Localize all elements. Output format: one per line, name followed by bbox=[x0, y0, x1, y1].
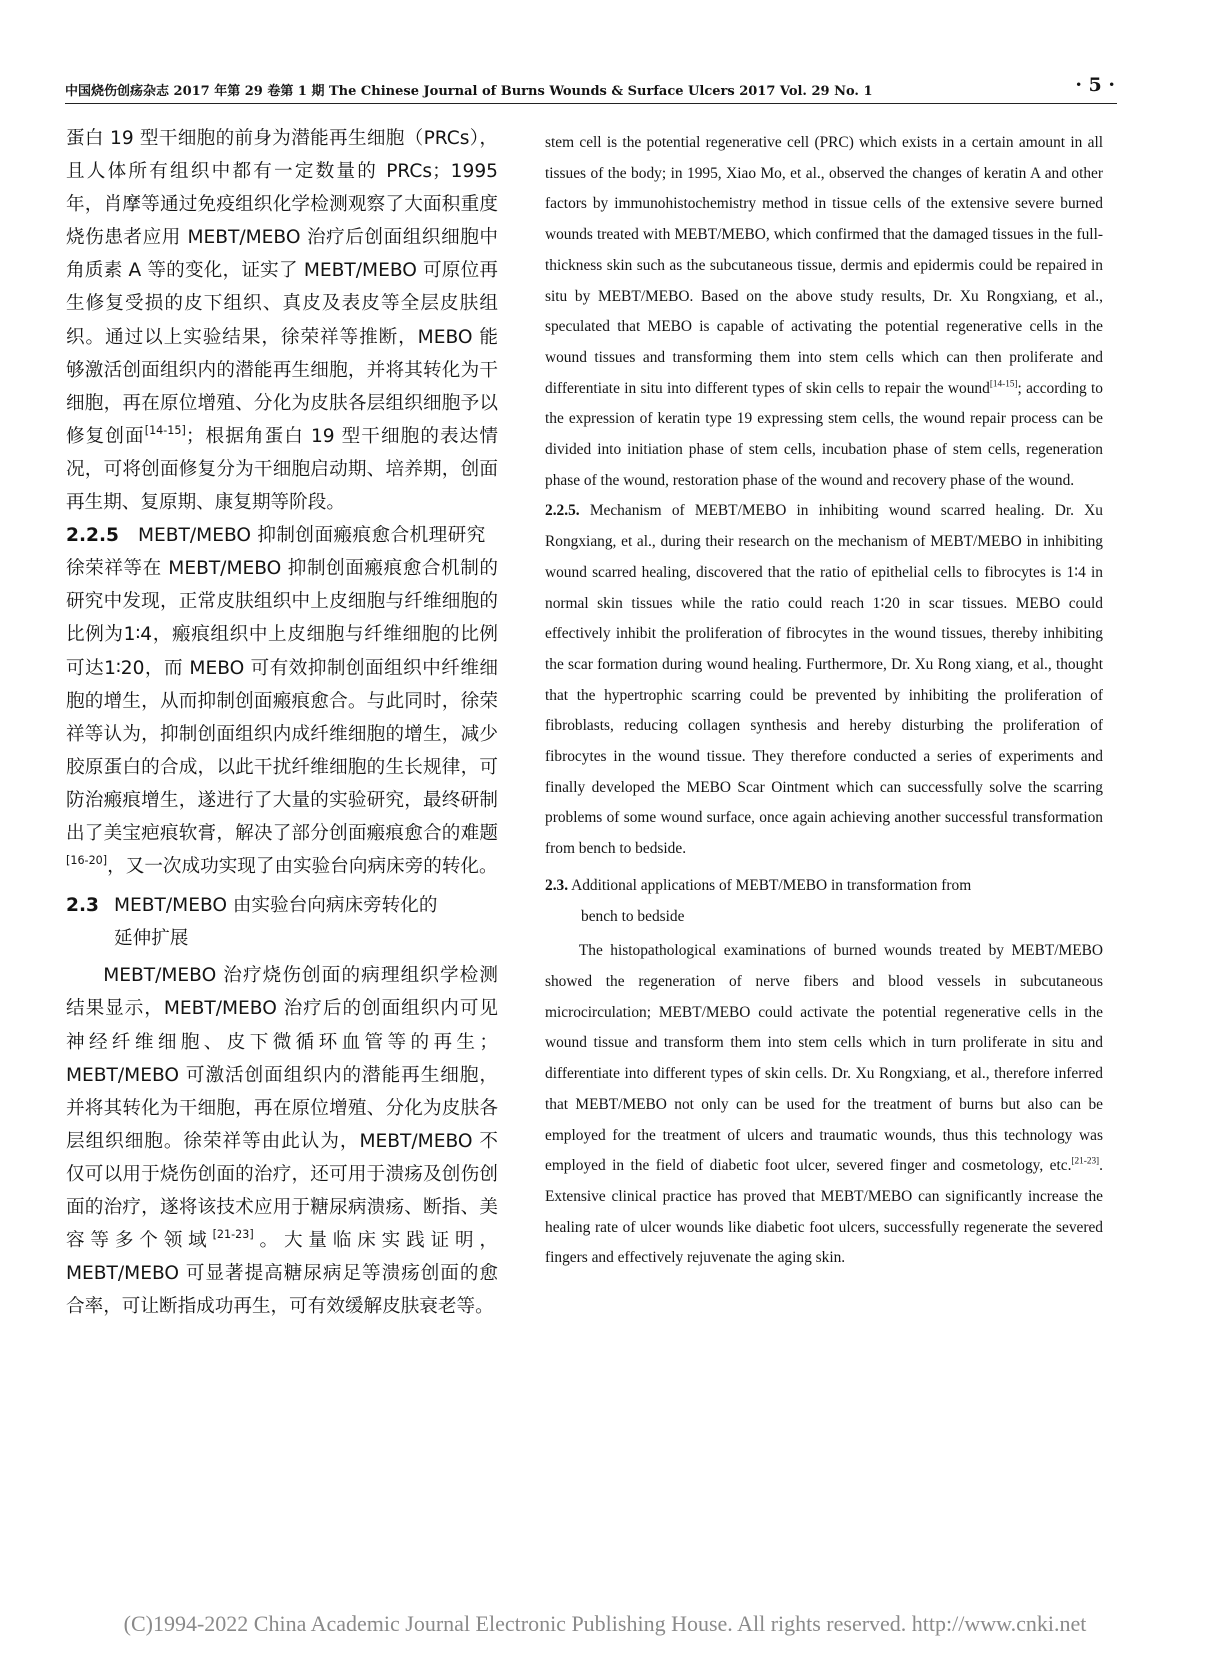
cn-section-number: 2.3 bbox=[66, 895, 99, 917]
page-number: · 5 · bbox=[1075, 74, 1115, 96]
cn-section-body: 徐荣祥等在 MEBT/MEBO 抑制创面瘢痕愈合机制的研究中发现，正常皮肤组织中上皮细胞与纤维细胞的比例为1∶4，瘢痕组织中上皮细胞与纤维细胞的比例可达1∶20，而 MEBO 可有效抑制创面组织中纤维细胞的增生，从而抑制创面瘢痕愈合。与此同时，徐荣祥等认为，抑制创面组织内成纤维细胞的增生，减少胶原蛋白的合成，以此干扰纤维细胞的生长规律，可防治瘢痕增生，遂进行了大量的实验研究，最终研制出了美宝疤痕软膏，解决了部分创面瘢痕愈合的难题 bbox=[66, 558, 498, 844]
running-header bbox=[65, 74, 1115, 100]
en-section-number: 2.3. bbox=[545, 876, 569, 894]
en-citation: [21-23] bbox=[1071, 1155, 1100, 1166]
cn-citation: [21-23] bbox=[212, 1228, 254, 1242]
header-rule bbox=[65, 103, 1117, 104]
english-column bbox=[545, 128, 1103, 1274]
copyright-footer: (C)1994-2022 China Academic Journal Electronic Publishing House. All rights reserved. http://www.cnki.net bbox=[123, 1611, 1087, 1636]
en-section-number: 2.2.5. bbox=[545, 502, 580, 520]
cn-citation: [16-20] bbox=[66, 854, 108, 868]
cn-citation: [14-15] bbox=[144, 424, 186, 438]
cn-section-2-2-5: 2.2.5 MEBT/MEBO 抑制创面瘢痕愈合机理研究 徐荣祥等在 MEBT/MEBO 抑制创面瘢痕愈合机制的研究中发现，正常皮肤组织中上皮细胞与纤维细胞的比例为1∶4，瘢痕组织中上皮细胞与纤维细胞的比例可达1∶20，而 MEBO 可有效抑制创面组织中纤维细胞的增生，从而抑制创面瘢痕愈合。与此同时，徐荣祥等认为，抑制创面组织内成纤维细胞的增生，减少胶原蛋白的合成，以此干扰纤维细胞的生长规律，可防治瘢痕增生，遂进行了大量的实验研究，最终研制出了美宝疤痕软膏，解决了部分创面瘢痕愈合的难题[16-20]，又一次成功实现了由实验台向病床旁的转化。 bbox=[66, 525, 498, 878]
running-head: 中国烧伤创疡杂志 2017 年第 29 卷第 1 期 The Chinese Journal of Burns Wounds & Surface Ulcers 2017 Vol. 29 No. 1 bbox=[65, 84, 873, 99]
cn-section-title: MEBT/MEBO 抑制创面瘢痕愈合机理研究 bbox=[138, 525, 486, 547]
en-section-body: Dr. Xu Rongxiang, et al., during their research on the mechanism of MEBT/MEBO in inhibiting wound scarred healing, discovered that the ratio of epithelial cells to fibrocytes is 1∶4 in normal skin tissues while the ratio could reach 1∶20 in scar tissues. MEBO could effectively inhibit the proliferation of fibrocytes in the wound tissues, thereby inhibiting the scar formation during wound healing. Furthermore, Dr. Xu Rong xiang, et al., thought that the hypertrophic scarring could be prevented by inhibiting the proliferation of fibroblasts, reducing collagen synthesis and hereby disturbing the proliferation of fibrocytes in the wound tissue. They therefore conducted a series of experiments and finally developed the MEBO Scar Ointment which can successfully solve the scarring problems of some wound surface, once again achieving another successful transformation from bench to bedside. bbox=[545, 502, 1103, 858]
en-paragraph-1: stem cell is the potential regenerative cell (PRC) which exists in a certain amount in all tissues of the body; in 1995, Xiao Mo, et al., observed the changes of keratin A and other factors by immunohistochemistry method in tissue cells of the extensive severe burned wounds treated with MEBT/MEBO, which confirmed that the damaged tissues in the full-thickness skin such as the subcutaneous tissue, dermis and epidermis could be repaired in situ by MEBT/MEBO. Based on the above study results, Dr. Xu Rongxiang, et al., speculated that MEBO is capable of activating the potential regenerative cells in the wound tissues and transforming them into stem cells which can then proliferate and differentiate in situ into different types of skin cells to repair the wound[14-15]; according to the expression of keratin type 19 expressing stem cells, the wound repair process can be divided into initiation phase of stem cells, incubation phase of stem cells, regeneration phase of the wound, restoration phase of the wound and recovery phase of the wound. bbox=[545, 134, 1103, 489]
cn-section-2-3-heading: 2.3 MEBT/MEBO 由实验台向病床旁转化的 延伸扩展 bbox=[66, 889, 498, 955]
en-section-title: Mechanism of MEBT/MEBO in inhibiting wound scarred healing. bbox=[589, 502, 1045, 520]
en-section-2-3-heading: 2.3. Additional applications of MEBT/MEBO in transformation from bench to bedside bbox=[545, 876, 972, 925]
en-paragraph-2: The histopathological examinations of burned wounds treated by MEBT/MEBO showed the regeneration of nerve fibers and blood vessels in subcutaneous microcirculation; MEBT/MEBO could activate the potential regenerative cells in the wound tissue and transform them into stem cells which in turn proliferate in situ and differentiate into different types of skin cells. Dr. Xu Rongxiang, et al., therefore inferred that MEBT/MEBO not only can be used for the treatment of burns but also can be employed for the treatment of ulcers and traumatic wounds, thus this technology was employed in the field of diabetic foot ulcer, severed finger and cosmetology, etc.[21-23]. Extensive clinical practice has proved that MEBT/MEBO can significantly increase the healing rate of ulcer wounds like diabetic foot ulcers, successfully regenerate the severed fingers and effectively rejuvenate the aging skin. bbox=[545, 942, 1103, 1267]
en-citation: [14-15] bbox=[989, 378, 1018, 389]
cn-paragraph-2: MEBT/MEBO 治疗烧伤创面的病理组织学检测结果显示，MEBT/MEBO 治疗后的创面组织内可见神经纤维细胞、皮下微循环血管等的再生；MEBT/MEBO 可激活创面组织内的潜能再生细胞，并将其转化为干细胞，再在原位增殖、分化为皮肤各层组织细胞。徐荣祥等由此认为，MEBT/MEBO 不仅可以用于烧伤创面的治疗，还可用于溃疡及创伤创面的治疗，遂将该技术应用于糖尿病溃疡、断指、美容等多个领域[21-23]。大量临床实践证明，MEBT/MEBO 可显著提高糖尿病足等溃疡创面的愈合率，可让断指成功再生，可有效缓解皮肤衰老等。 bbox=[66, 965, 498, 1318]
cn-section-number: 2.2.5 bbox=[66, 525, 119, 547]
en-section-2-2-5 bbox=[545, 496, 1103, 864]
chinese-column bbox=[66, 122, 498, 1323]
cn-paragraph-1: 蛋白 19 型干细胞的前身为潜能再生细胞（PRCs），且人体所有组织中都有一定数量的 PRCs；1995 年，肖摩等通过免疫组织化学检测观察了大面积重度烧伤患者应用 MEBT/MEBO 治疗后创面组织细胞中角质素 A 等的变化，证实了 MEBT/MEBO 可原位再生修复受损的皮下组织、真皮及表皮等全层皮肤组织。通过以上实验结果，徐荣祥等推断，MEBO 能够激活创面组织内的潜能再生细胞，并将其转化为干细胞，再在原位增殖、分化为皮肤各层组织细胞予以修复创面[14-15]；根据角蛋白 19 型干细胞的表达情况，可将创面修复分为干细胞启动期、培养期，创面再生期、复原期、康复期等阶段。 bbox=[66, 128, 498, 514]
